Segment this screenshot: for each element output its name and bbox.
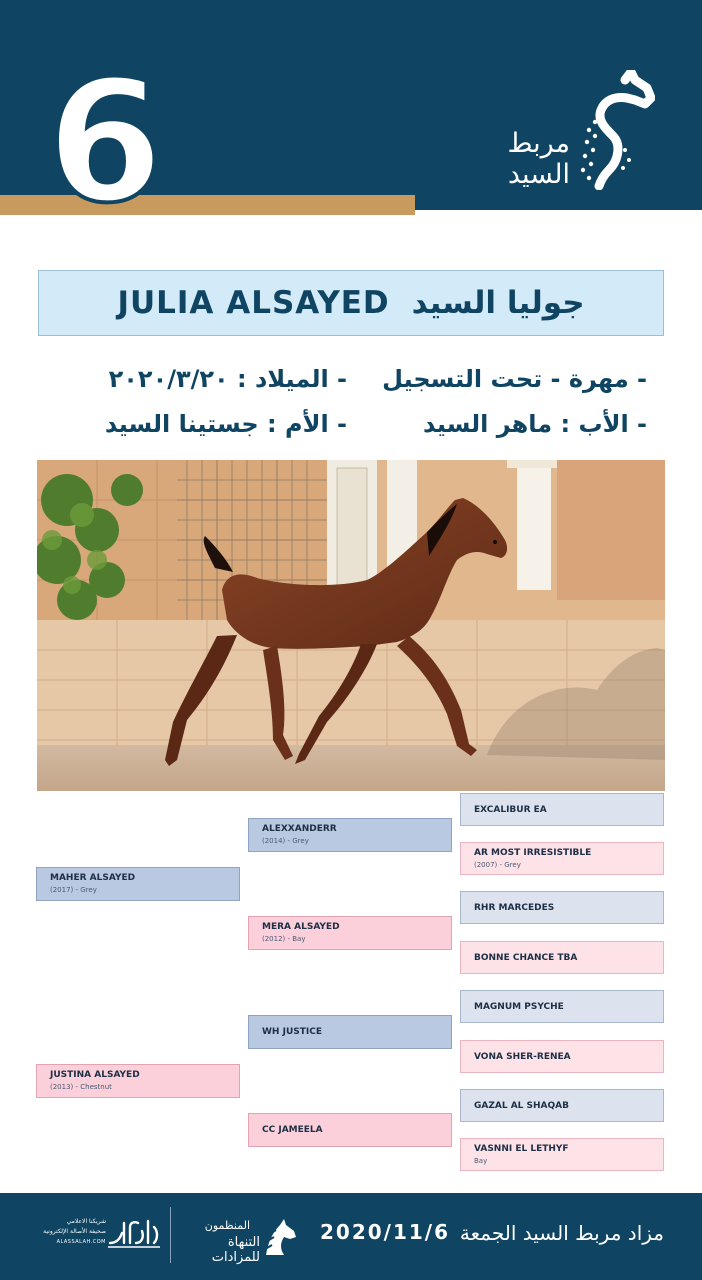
pedigree-sire-sire: ALEXXANDERR (2014) - Grey: [248, 818, 452, 852]
horse-head-icon: [258, 1215, 300, 1259]
organizer-logo: [180, 1213, 300, 1263]
pedigree-sire-dam: MERA ALSAYED (2012) - Bay: [248, 916, 452, 950]
pedigree-g3-5: MAGNUM PSYCHE: [460, 990, 664, 1023]
filly-registration-status: - مهرة - تحت التسجيل: [382, 365, 647, 393]
media-partner-name: صحيفة الأصالة الإلكترونية: [43, 1228, 106, 1235]
alassalah-calligraphy-logo-icon: [106, 1217, 162, 1251]
pedigree-dam: JUSTINA ALSAYED (2013) - Chestnut: [36, 1064, 240, 1098]
logo-text: مربط السيد: [507, 128, 570, 190]
media-partner-logo: [40, 1215, 162, 1261]
horse-name-ar: جوليا السيد: [411, 285, 585, 321]
stud-logo: [440, 70, 660, 190]
horse-name-en: JULIA ALSAYED: [117, 285, 390, 321]
media-partner-url: ALASSALAH.COM: [56, 1239, 106, 1245]
footer-banner: [0, 1193, 702, 1280]
pedigree-g3-2: AR MOST IRRESISTIBLE (2007) - Grey: [460, 842, 664, 875]
footer-divider: [170, 1207, 171, 1263]
media-partner-label: شريكنا الاعلامي: [66, 1218, 106, 1225]
info-line-2: [47, 410, 647, 444]
organizer-label: المنظمون: [204, 1219, 250, 1232]
sire-info: - الأب : ماهر السيد: [423, 410, 647, 438]
pedigree-dam-dam: CC JAMEELA: [248, 1113, 452, 1147]
auction-date: 2020/11/6: [320, 1220, 451, 1244]
arabian-horse-head-logo-icon: [565, 70, 655, 190]
pedigree-g3-8: VASNNI EL LETHYF Bay: [460, 1138, 664, 1171]
bay-arabian-filly-trotting-photo: [37, 460, 665, 791]
lot-number: 6: [46, 44, 164, 240]
pedigree-g3-3: RHR MARCEDES: [460, 891, 664, 924]
pedigree-g3-1: EXCALIBUR EA: [460, 793, 664, 826]
birth-date: - الميلاد : ٢٠٢٠/٣/٢٠: [108, 365, 347, 393]
pedigree-dam-sire: WH JUSTICE: [248, 1015, 452, 1049]
organizer-name: التنهاة للمزادات: [211, 1235, 260, 1265]
auction-name: مزاد مربط السيد الجمعة: [459, 1221, 664, 1245]
horse-name-box: [38, 270, 664, 336]
info-line-1: [47, 365, 647, 399]
pedigree-g3-7: GAZAL AL SHAQAB: [460, 1089, 664, 1122]
pedigree-sire: MAHER ALSAYED (2017) - Grey: [36, 867, 240, 901]
pedigree-g3-4: BONNE CHANCE TBA: [460, 941, 664, 974]
pedigree-g3-6: VONA SHER-RENEA: [460, 1040, 664, 1073]
dam-info: - الأم : جستينا السيد: [104, 410, 347, 438]
